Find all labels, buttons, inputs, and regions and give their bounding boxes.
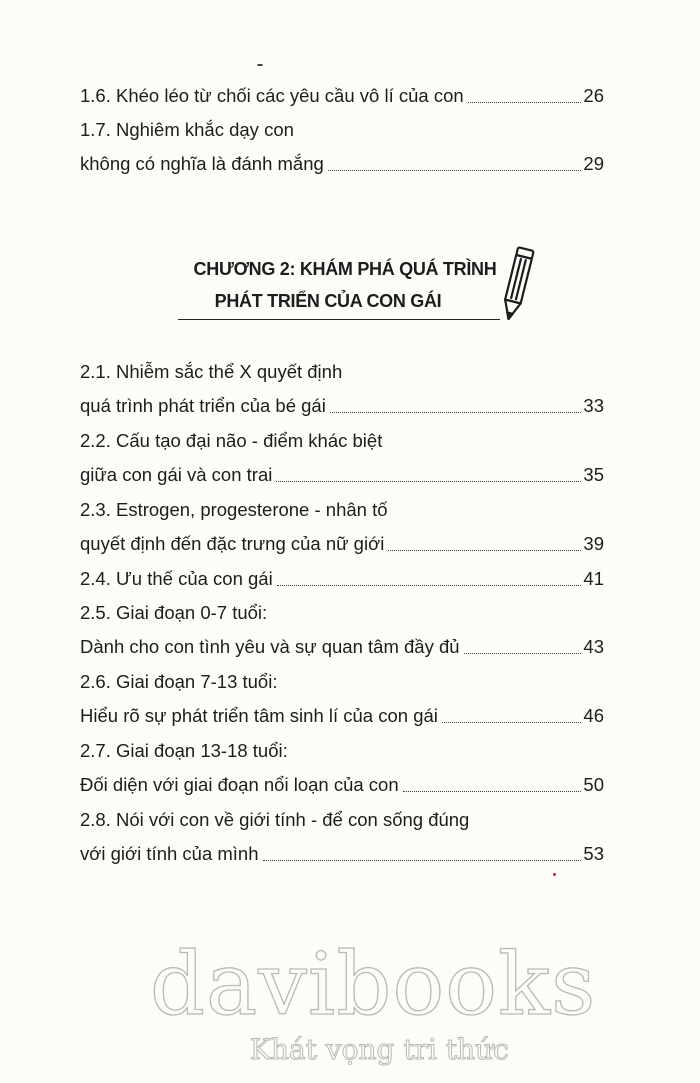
toc-entry-title: với giới tính của mình [80, 843, 259, 864]
toc-entry-page: 50 [583, 774, 604, 795]
toc-entry-title-line: 2.1. Nhiễm sắc thể X quyết định [80, 361, 343, 382]
toc-entry-page: 41 [583, 568, 604, 589]
toc-entry-page: 26 [583, 85, 604, 106]
chapter-title-line-2: PHÁT TRIỂN CỦA CON GÁI [214, 291, 442, 311]
pencil-icon [497, 244, 537, 326]
toc-entry [80, 529, 604, 559]
toc-entry [80, 460, 604, 490]
dot-leader [403, 791, 582, 792]
toc-entry-title-line: 2.8. Nói với con về giới tính - để con sống đúng [80, 809, 470, 830]
toc-entry [80, 564, 604, 594]
print-speck [553, 873, 556, 876]
dot-leader [276, 481, 581, 482]
toc-entry-title-line: 1.7. Nghiêm khắc dạy con [80, 119, 294, 140]
toc-entry-title: không có nghĩa là đánh mắng [80, 153, 324, 174]
dot-leader [263, 860, 582, 861]
toc-entry [80, 770, 604, 800]
toc-entry-title-line: 2.7. Giai đoạn 13-18 tuổi: [80, 740, 288, 761]
toc-entry [80, 632, 604, 662]
toc-entry-title: Hiểu rõ sự phát triển tâm sinh lí của con gái [80, 705, 438, 726]
dot-leader [388, 550, 581, 551]
toc-entry-title-line: 2.2. Cấu tạo đại não - điểm khác biệt [80, 430, 383, 451]
toc-entry-page: 53 [583, 843, 604, 864]
toc-entry [80, 149, 604, 179]
toc-entry-title-line: 2.5. Giai đoạn 0-7 tuổi: [80, 602, 268, 623]
toc-entry-title: 2.4. Ưu thế của con gái [80, 568, 273, 589]
toc-entry-title: giữa con gái và con trai [80, 464, 273, 485]
toc-entry [80, 839, 604, 869]
toc-entry-title: Đối diện với giai đoạn nổi loạn của con [80, 774, 399, 795]
watermark-brand: davibooks [150, 935, 597, 1035]
toc-entry [80, 391, 604, 421]
toc-entry-page: 33 [583, 395, 604, 416]
toc-entry-title: 1.6. Khéo léo từ chối các yêu cầu vô lí của con [80, 85, 464, 106]
toc-entry-page: 35 [583, 464, 604, 485]
dot-leader [277, 585, 582, 586]
dot-leader [468, 102, 582, 103]
chapter-underline [178, 319, 500, 320]
toc-entry-title: Dành cho con tình yêu và sự quan tâm đầy đủ [80, 636, 460, 657]
toc-entry-title-line: 2.3. Estrogen, progesterone - nhân tố [80, 499, 388, 520]
toc-entry [80, 81, 604, 111]
toc-entry-title-line: 2.6. Giai đoạn 7-13 tuổi: [80, 671, 278, 692]
toc-entry-page: 29 [583, 153, 604, 174]
chapter-title-line-1: CHƯƠNG 2: KHÁM PHÁ QUÁ TRÌNH [193, 259, 497, 279]
watermark-tagline: Khát vọng tri thức [250, 1033, 509, 1066]
dot-leader [464, 653, 582, 654]
toc-entry [80, 701, 604, 731]
dot-leader [328, 170, 582, 171]
print-speck [257, 64, 263, 66]
toc-entry-page: 39 [583, 533, 604, 554]
toc-entry-title: quyết định đến đặc trưng của nữ giới [80, 533, 385, 554]
toc-entry-title: quá trình phát triển của bé gái [80, 395, 326, 416]
dot-leader [442, 722, 582, 723]
toc-entry-page: 46 [583, 705, 604, 726]
dot-leader [330, 412, 582, 413]
toc-entry-page: 43 [583, 636, 604, 657]
